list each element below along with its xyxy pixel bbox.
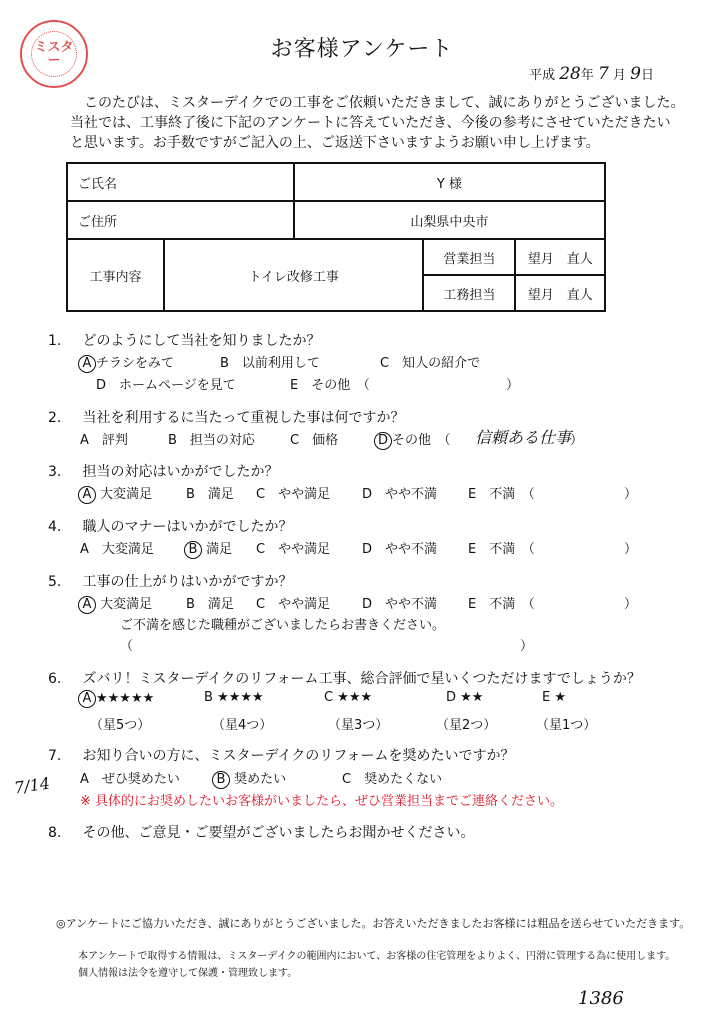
privacy-line: 個人情報は法令を遵守して保護・管理致します。 <box>78 968 298 979</box>
sales-label: 営業担当 <box>423 239 515 275</box>
option-c[interactable]: C やや満足 <box>256 487 331 502</box>
question-6 <box>48 668 641 688</box>
handwritten-answer: 信頼ある仕事 <box>475 428 572 447</box>
question-5-note: ご不満を感じた職種がございましたらお書きください。 <box>120 618 446 633</box>
question-3 <box>48 461 278 481</box>
option-a[interactable]: A 大変満足 <box>80 542 154 557</box>
question-number: 2. <box>48 410 62 426</box>
handwritten-side-note: 7/14 <box>12 773 52 798</box>
engineering-value: 望月 直人 <box>515 275 605 311</box>
question-8 <box>48 822 474 842</box>
date-line <box>529 64 654 84</box>
option-label: 奨めたい <box>234 772 287 787</box>
selected-circle: B <box>212 771 230 789</box>
date-month: 7 <box>598 64 609 84</box>
page-number: 1386 <box>578 988 624 1009</box>
address-label: ご住所 <box>67 201 294 239</box>
rating-caption: （星5つ） <box>90 718 151 733</box>
question-number: 1. <box>48 333 62 349</box>
option-b[interactable]: B 担当の対応 <box>168 433 255 448</box>
selected-circle: A <box>78 355 96 373</box>
option-a[interactable]: A ぜひ奨めたい <box>80 772 180 787</box>
rating-caption: （星3つ） <box>328 718 389 733</box>
option-e[interactable]: E 不満 （ <box>468 597 535 612</box>
option-d-selected[interactable] <box>376 429 451 450</box>
rating-letter: D <box>446 690 457 705</box>
question-number: 7. <box>48 748 62 764</box>
rating-stars: ★★ <box>460 690 484 705</box>
question-text: ズバリ！ミスターデイクのリフォーム工事、総合評価で星いくつただけますでしょうか？ <box>82 671 641 687</box>
question-text: お知り合いの方に、ミスターデイクのリフォームを奨めたいですか？ <box>82 748 515 764</box>
rating-letter: B <box>204 690 213 705</box>
date-era: 平成 <box>529 68 556 83</box>
question-number: 6. <box>48 671 62 687</box>
option-b[interactable]: B 満足 <box>186 487 234 502</box>
rating-stars: ★★★★★ <box>96 691 155 706</box>
option-label: 大変満足 <box>100 487 153 502</box>
option-a-selected[interactable] <box>80 352 174 373</box>
question-7 <box>48 745 515 765</box>
option-b[interactable]: B 満足 <box>186 597 234 612</box>
page-title: お客様アンケート <box>270 37 454 62</box>
option-label: 満足 <box>206 542 233 557</box>
contact-request-note: ※ 具体的にお奨めしたいお客様がいましたら、ぜひ営業担当までご連絡ください。 <box>80 794 564 809</box>
selected-circle: A <box>78 690 96 708</box>
rating-a-selected[interactable] <box>80 690 154 708</box>
option-b-selected[interactable] <box>186 538 232 559</box>
option-e[interactable]: E 不満 （ <box>468 542 535 557</box>
paren-close: ） <box>506 378 520 393</box>
privacy-line: 本アンケートで取得する情報は、ミスターデイクの範囲内において、お客様の住宅管理をよりよく、円滑に管理する為に使用します。 <box>78 951 676 962</box>
option-c[interactable]: C 奨めたくない <box>342 772 443 787</box>
rating-d[interactable] <box>446 690 483 705</box>
question-text: 担当の対応はいかがでしたか？ <box>82 464 279 480</box>
selected-circle: A <box>78 486 96 504</box>
option-label: チラシをみて <box>96 356 175 371</box>
option-c[interactable]: C やや満足 <box>256 597 331 612</box>
footer-thanks: ◎アンケートにご協力いただき、誠にありがとうございました。お答えいただきましたお客様には粗品を送らせていただきます。 <box>56 917 691 930</box>
question-5 <box>48 571 292 591</box>
option-d[interactable]: D やや不満 <box>362 542 438 557</box>
work-value: トイレ改修工事 <box>164 239 423 311</box>
address-value: 山梨県中央市 <box>294 201 605 239</box>
option-b[interactable]: B 以前利用して <box>220 356 320 371</box>
paren-close: ） <box>624 597 638 612</box>
rating-e[interactable] <box>542 690 566 705</box>
question-1 <box>48 330 320 350</box>
paren-close: ） <box>570 433 584 448</box>
rating-caption: （星1つ） <box>536 718 597 733</box>
rating-letter: C <box>324 690 334 705</box>
work-label: 工事内容 <box>67 239 164 311</box>
question-text: その他、ご意見・ご要望がございましたらお聞かせください。 <box>82 825 475 841</box>
option-d[interactable]: D やや不満 <box>362 487 438 502</box>
question-number: 8. <box>48 825 62 841</box>
option-e[interactable]: E その他 （ <box>290 378 370 393</box>
rating-caption: （星4つ） <box>212 718 273 733</box>
question-text: 当社を利用するに当たって重視した事は何ですか？ <box>82 410 405 426</box>
option-c[interactable]: C 価格 <box>290 433 339 448</box>
engineering-label: 工務担当 <box>423 275 515 311</box>
question-2 <box>48 407 404 427</box>
option-a-selected[interactable] <box>80 483 152 504</box>
rating-stars: ★★★ <box>337 690 373 705</box>
date-year-unit: 年 <box>580 68 594 83</box>
option-d[interactable]: D ホームページを見て <box>96 378 236 393</box>
name-value: Y 様 <box>294 163 605 201</box>
date-day-unit: 日 <box>640 68 654 83</box>
option-a-selected[interactable] <box>80 593 152 614</box>
rating-b[interactable] <box>204 690 264 705</box>
seal-text: ミスター <box>31 31 77 77</box>
option-label: その他 （ <box>392 433 451 448</box>
paren-close: ） <box>624 542 638 557</box>
intro-line: と思います。お手数ですがご記入の上、ご返送下さいますようお願い申し上げます。 <box>70 135 600 151</box>
question-number: 5. <box>48 574 62 590</box>
option-d[interactable]: D やや不満 <box>362 597 438 612</box>
date-month-unit: 月 <box>613 68 627 83</box>
rating-caption: （星2つ） <box>436 718 497 733</box>
paren-close: ） <box>624 487 638 502</box>
footer-privacy <box>78 948 675 982</box>
question-5-paren-open: （ <box>120 639 134 654</box>
date-year: 28 <box>559 64 581 84</box>
option-e[interactable]: E 不満 （ <box>468 487 535 502</box>
intro-line: このたびは、ミスターデイクでの工事をご依頼いただきまして、誠にありがとうございました。 <box>84 95 685 111</box>
question-text: どのようにして当社を知りましたか？ <box>82 333 321 349</box>
option-label: 大変満足 <box>100 597 153 612</box>
rating-stars: ★★★★ <box>217 690 264 705</box>
question-5-paren-close: ） <box>520 639 534 654</box>
option-b-selected[interactable] <box>214 768 286 789</box>
rating-letter: E <box>542 690 551 705</box>
intro-text <box>70 93 690 153</box>
rating-c[interactable] <box>324 690 372 705</box>
question-number: 4. <box>48 519 62 535</box>
intro-line: 当社では、工事終了後に下記のアンケートに答えていただき、今後の参考にさせていただきたい <box>70 115 671 131</box>
selected-circle: D <box>374 432 392 450</box>
question-text: 工事の仕上がりはいかがですか？ <box>82 574 293 590</box>
name-label: ご氏名 <box>67 163 294 201</box>
option-c[interactable]: C やや満足 <box>256 542 331 557</box>
selected-circle: A <box>78 596 96 614</box>
rating-stars: ★ <box>554 690 567 705</box>
option-c[interactable]: C 知人の紹介で <box>380 356 481 371</box>
customer-info-table <box>66 162 606 312</box>
sales-value: 望月 直人 <box>515 239 605 275</box>
date-day: 9 <box>630 64 641 84</box>
question-4 <box>48 516 292 536</box>
selected-circle: B <box>184 541 202 559</box>
question-number: 3. <box>48 464 62 480</box>
question-text: 職人のマナーはいかがでしたか？ <box>82 519 293 535</box>
option-a[interactable]: A 評判 <box>80 433 128 448</box>
